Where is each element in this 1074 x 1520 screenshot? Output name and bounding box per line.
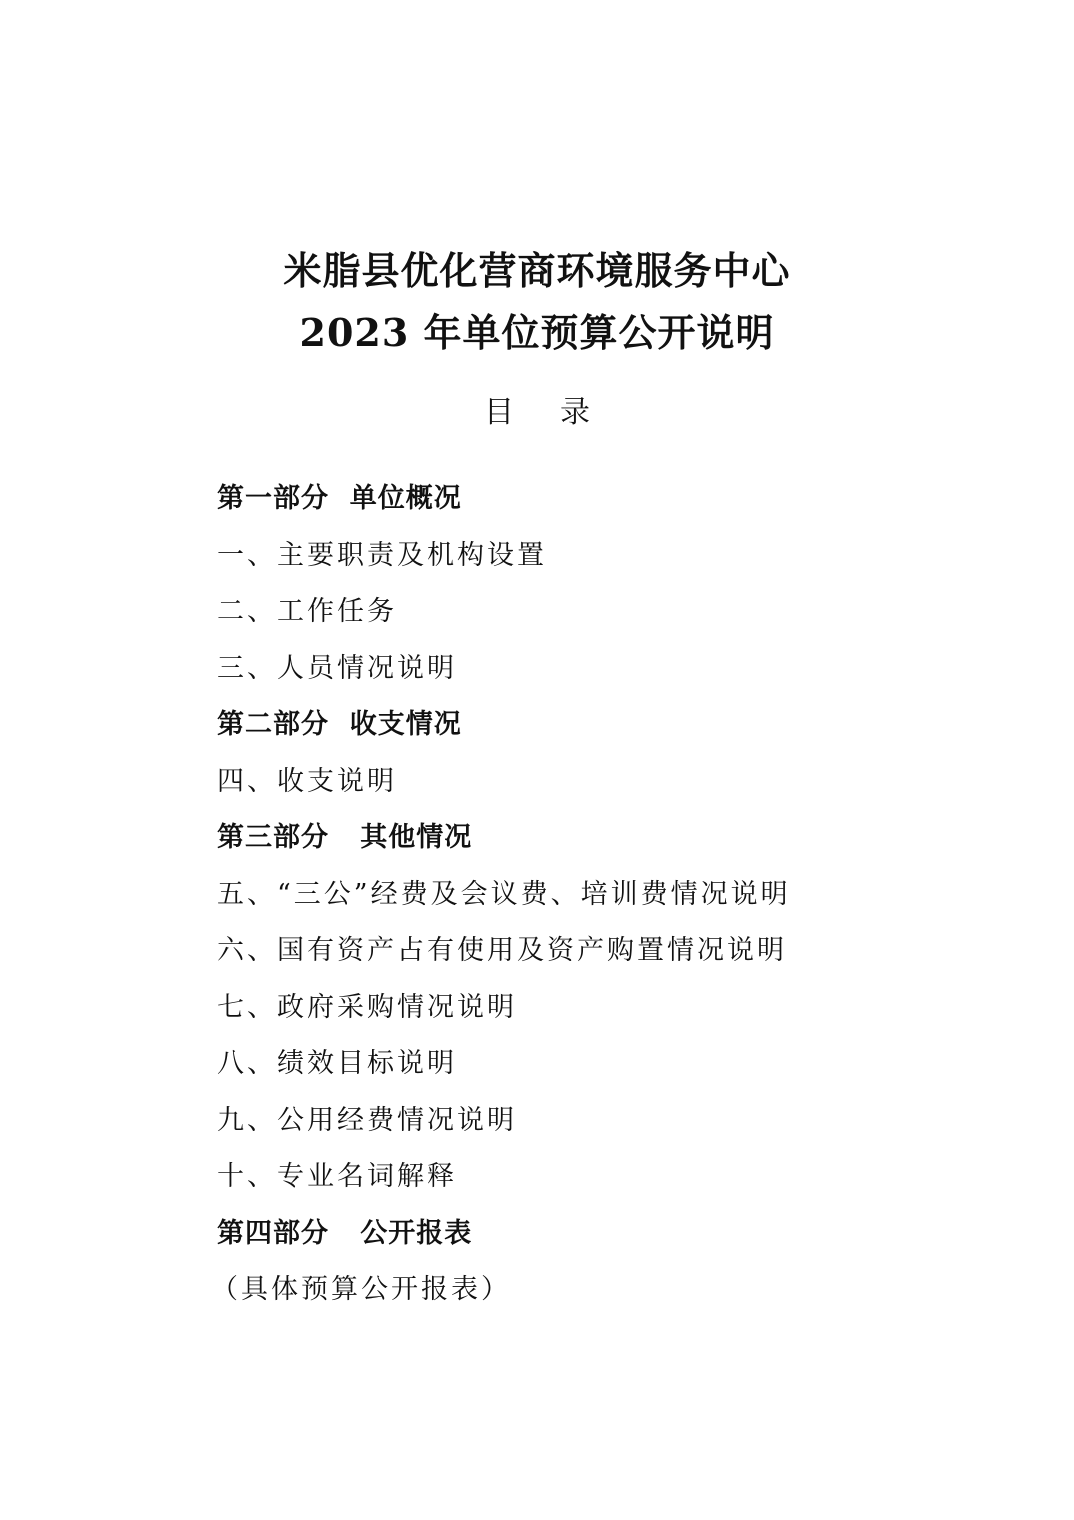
toc-item-10: 十、专业名词解释 bbox=[217, 1161, 457, 1192]
toc-part-1: 第一部分 单位概况 bbox=[217, 483, 462, 514]
toc-part-3: 第三部分 其他情况 bbox=[217, 822, 473, 853]
toc-item-5: 五、“三公”经费及会议费、培训费情况说明 bbox=[217, 878, 791, 910]
toc-item-7: 七、政府采购情况说明 bbox=[217, 991, 517, 1023]
toc-heading bbox=[0, 395, 1074, 430]
toc-item-9: 九、公用经费情况说明 bbox=[217, 1104, 517, 1136]
toc-heading-char-1: 目 bbox=[484, 395, 514, 430]
toc-item-4: 四、收支说明 bbox=[217, 765, 397, 797]
table-of-contents bbox=[211, 478, 791, 1326]
toc-item-8: 八、绩效目标说明 bbox=[217, 1048, 457, 1079]
document-title-line2: 2023 年单位预算公开说明 bbox=[299, 310, 775, 355]
toc-note: （具体预算公开报表） bbox=[211, 1274, 511, 1305]
document-title-line1: 米脂县优化营商环境服务中心 bbox=[283, 248, 791, 293]
toc-item-6: 六、国有资产占有使用及资产购置情况说明 bbox=[217, 935, 787, 966]
toc-item-3: 三、人员情况说明 bbox=[217, 652, 457, 684]
toc-part-4: 第四部分 公开报表 bbox=[217, 1217, 473, 1249]
toc-heading-char-2: 录 bbox=[560, 395, 590, 430]
toc-item-1: 一、主要职责及机构设置 bbox=[217, 539, 547, 571]
toc-item-2: 二、工作任务 bbox=[217, 596, 397, 627]
toc-part-2: 第二部分 收支情况 bbox=[217, 709, 462, 740]
